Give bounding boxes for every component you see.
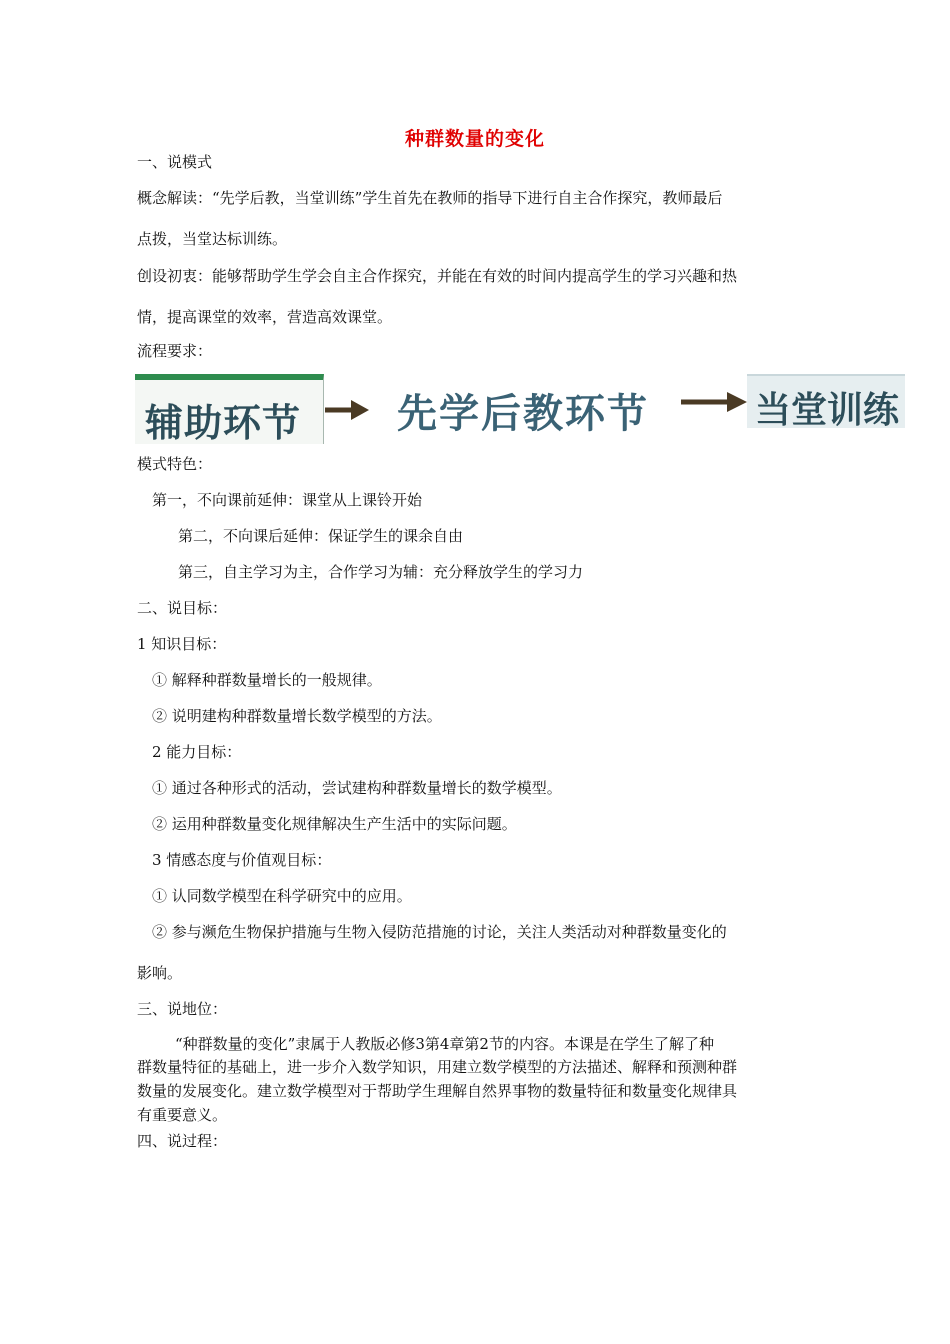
emotion-goal-2-line-1: ② 参与濒危生物保护措施与生物入侵防范措施的讨论，关注人类活动对种群数量变化的 — [152, 923, 727, 941]
position-line-3: 数量的发展变化。建立数学模型对于帮助学生理解自然界事物的数量特征和数量变化规律具 — [137, 1082, 738, 1100]
section-2-heading: 二、说目标： — [137, 599, 228, 617]
page-title: 种群数量的变化 — [404, 128, 545, 150]
arrow-right-icon — [325, 398, 369, 422]
flow-label: 流程要求： — [137, 342, 213, 360]
flow-diagram — [135, 372, 907, 445]
knowledge-goal-1: ① 解释种群数量增长的一般规律。 — [152, 671, 382, 689]
flow-step-auxiliary — [135, 374, 324, 444]
concept-line-2: 点拨，当堂达标训练。 — [137, 230, 288, 248]
features-label: 模式特色： — [137, 455, 213, 473]
section-1-heading: 一、说模式 — [137, 153, 213, 171]
emotion-goal-2-line-2: 影响。 — [137, 964, 183, 982]
ability-goal-label: 2 能力目标： — [152, 743, 242, 761]
section-3-heading: 三、说地位： — [137, 1000, 228, 1018]
emotion-goal-label: 3 情感态度与价值观目标： — [152, 851, 332, 869]
position-line-1: “种群数量的变化”隶属于人教版必修3第4章第2节的内容。本课是在学生了解了种 — [175, 1035, 714, 1053]
feature-2: 第二，不向课后延伸：保证学生的课余自由 — [178, 527, 464, 545]
intent-line-1: 创设初衷：能够帮助学生学会自主合作探究，并能在有效的时间内提高学生的学习兴趣和热 — [137, 267, 738, 285]
position-line-4: 有重要意义。 — [137, 1106, 228, 1124]
flow-step-label: 辅助环节 — [145, 401, 302, 445]
arrow-right-icon — [681, 390, 747, 414]
feature-3: 第三，自主学习为主，合作学习为辅：充分释放学生的学习力 — [178, 563, 584, 581]
position-line-2: 群数量特征的基础上，进一步介入数学知识，用建立数学模型的方法描述、解释和预测种群 — [137, 1058, 738, 1076]
flow-step-label: 先学后教环节 — [397, 391, 649, 437]
flow-step-class-practice — [747, 374, 905, 431]
knowledge-goal-2: ② 说明建构种群数量增长数学模型的方法。 — [152, 707, 442, 725]
ability-goal-1: ① 通过各种形式的活动，尝试建构种群数量增长的数学模型。 — [152, 779, 562, 797]
concept-line-1: 概念解读：“先学后教，当堂训练”学生首先在教师的指导下进行自主合作探究，教师最后 — [137, 189, 723, 207]
ability-goal-2: ② 运用种群数量变化规律解决生产生活中的实际问题。 — [152, 815, 517, 833]
section-4-heading: 四、说过程： — [137, 1132, 228, 1150]
knowledge-goal-label: 1 知识目标： — [137, 635, 227, 653]
emotion-goal-1: ① 认同数学模型在科学研究中的应用。 — [152, 887, 412, 905]
flow-step-label: 当堂训练 — [755, 390, 900, 431]
feature-1: 第一，不向课前延伸：课堂从上课铃开始 — [152, 491, 423, 509]
intent-line-2: 情，提高课堂的效率，营造高效课堂。 — [137, 308, 393, 326]
